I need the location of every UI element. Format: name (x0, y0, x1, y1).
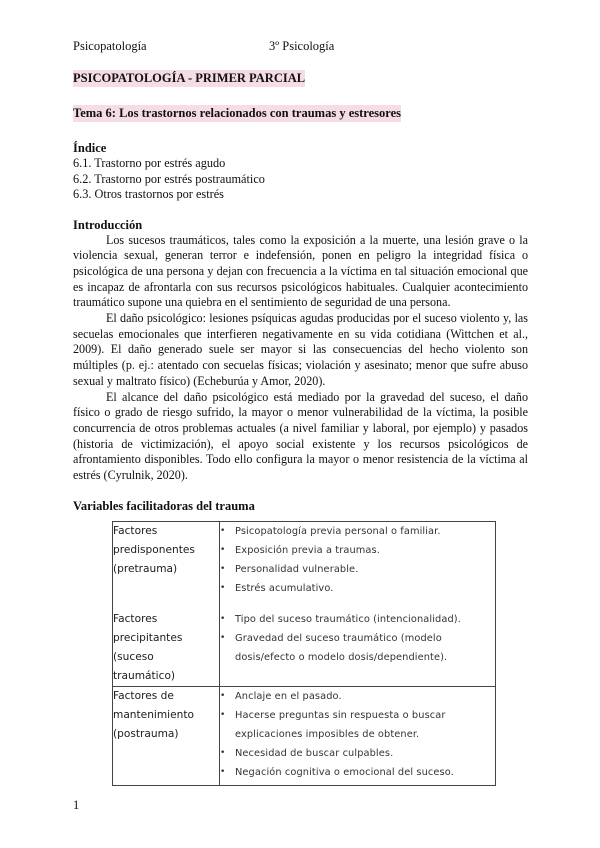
list-item: • Exposición previa a traumas. (220, 541, 495, 560)
factor-label: (suceso traumático) (113, 651, 176, 682)
variables-table (112, 521, 496, 786)
factor-label: (postrauma) (113, 728, 179, 740)
topic-title-wrap (73, 104, 528, 122)
factor-cell (113, 522, 220, 611)
table-row (113, 687, 496, 786)
list-item: • Tipo del suceso traumático (intencionalidad). (220, 610, 495, 629)
list-item: • Personalidad vulnerable. (220, 560, 495, 579)
factor-label: Factores de (113, 690, 174, 702)
index-heading: Índice (73, 141, 107, 155)
intro-heading: Introducción (73, 217, 143, 232)
list-item: • Anclaje en el pasado. (220, 687, 495, 706)
list-item: • Estrés acumulativo. (220, 579, 495, 598)
items-cell (220, 687, 496, 786)
index-section (73, 140, 528, 203)
topic-title: Tema 6: Los trastornos relacionados con traumas y estresores (73, 106, 401, 120)
header-course: 3º Psicología (269, 39, 335, 53)
factor-label: predisponentes (113, 544, 195, 556)
factor-label: Factores (113, 525, 158, 537)
list-item: • Gravedad del suceso traumático (modelo dosis/efecto o modelo dosis/dependiente). (220, 629, 495, 667)
list-item: • Hacerse preguntas sin respuesta o buscar explicaciones imposibles de obtener. (220, 706, 495, 744)
list-item: • Negación cognitiva o emocional del suceso. (220, 763, 495, 782)
variables-heading: Variables facilitadoras del trauma (73, 498, 255, 513)
page-content (73, 69, 528, 514)
list-item: • Psicopatología previa personal o familiar. (220, 522, 495, 541)
intro-section (73, 217, 528, 484)
factor-label: mantenimiento (113, 709, 194, 721)
table-row (113, 522, 496, 611)
index-item: 6.3. Otros trastornos por estrés (73, 187, 224, 201)
factor-label: (pretrauma) (113, 563, 178, 575)
document-title-wrap (73, 69, 528, 87)
index-item: 6.2. Trastorno por estrés postraumático (73, 171, 265, 186)
intro-paragraph: Los sucesos traumáticos, tales como la exposición a la muerte, una lesión grave o la violencia sexual, generan terror e indefensión, ponen en peligro la integridad física o psicológica de una persona y dejan con frecuencia a la víctima en tal situación emocional que es incapaz de afrontarla con sus recursos psicológicos habituales. Cualquier acontecimiento traumático supone una quiebra en el sentimiento de seguridad de una persona. (73, 232, 528, 310)
document-title: PSICOPATOLOGÍA - PRIMER PARCIAL (73, 71, 306, 85)
list-item: • Necesidad de buscar culpables. (220, 744, 495, 763)
factor-cell (113, 610, 220, 687)
factor-cell (113, 687, 220, 786)
items-cell (220, 522, 496, 611)
intro-paragraph: El daño psicológico: lesiones psíquicas agudas producidas por el suceso violento y, las secuelas emocionales que interfieren negativamente en su vida cotidiana (Wittchen et al., 2009). El daño generado suele ser mayor si las consecuencias del hecho violento son múltiples (p. ej.: atentado con secuelas físicas; violación y asesinato; menor que sufre abuso sexual y maltrato físico) (Echeburúa y Amor, 2020). (73, 311, 528, 388)
table-row (113, 610, 496, 687)
intro-paragraph: El alcance del daño psicológico está mediado por la gravedad del suceso, el daño físico o grado de riesgo sufrido, la mayor o menor vulnerabilidad de la víctima, la posible concurrencia de otros problemas actuales (a nivel familiar y laboral, por ejemplo) y pasados (historia de victimización), el apoyo social existente y los recursos psicológicos de afrontamiento disponibles. Todo ello configura la mayor o menor resistencia de la víctima al estrés (Cyrulnik, 2020). (73, 389, 528, 483)
header-subject: Psicopatología (73, 39, 147, 53)
items-cell (220, 610, 496, 687)
factor-label: precipitantes (113, 632, 183, 644)
page-number: 1 (73, 798, 80, 812)
index-item: 6.1. Trastorno por estrés agudo (73, 156, 226, 170)
factor-label: Factores (113, 613, 158, 625)
